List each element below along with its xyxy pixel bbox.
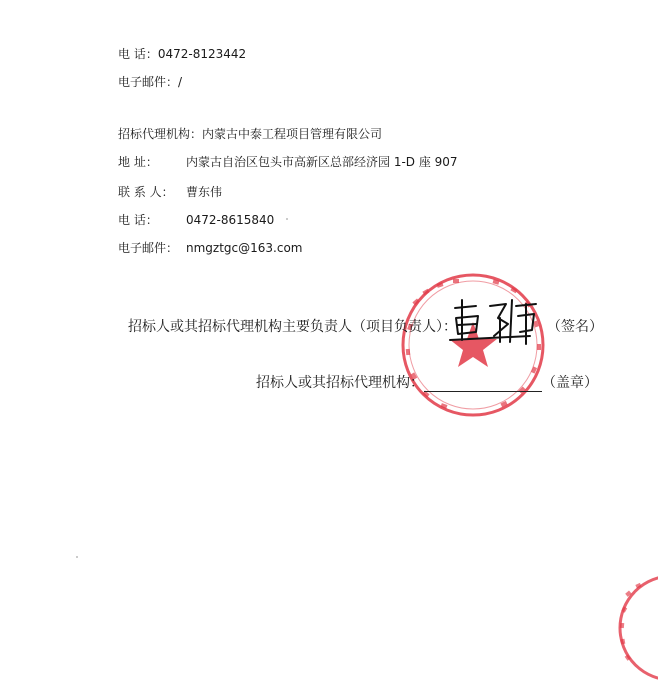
email-label: 电子邮件： — [118, 75, 179, 89]
phone-value: 0472-8123442 — [157, 47, 247, 61]
agency-name-label: 招标代理机构： — [118, 127, 203, 141]
agency-email-label: 电子邮件： — [118, 241, 179, 255]
sign-prefix: 招标人或其招标代理机构主要负责人（项目负责人）： — [128, 319, 457, 335]
official-seal-icon — [393, 270, 553, 420]
contact-person-line — [118, 184, 222, 200]
agency-phone-label: 电 话： — [118, 213, 158, 227]
email-value: / — [178, 75, 183, 89]
address-label: 地 址： — [118, 155, 158, 169]
agency-name-line — [118, 126, 382, 142]
agency-email-value: nmgztgc@163.com — [186, 241, 303, 255]
agency-phone-value: 0472-8615840 — [186, 213, 275, 227]
phone-label: 电 话： — [118, 47, 158, 61]
address-line — [118, 154, 458, 170]
agency-name-value: 内蒙古中泰工程项目管理有限公司 — [202, 127, 383, 141]
seal-prefix: 招标人或其招标代理机构： — [256, 375, 424, 391]
seal-underline — [424, 377, 542, 392]
email-line-top — [118, 74, 182, 90]
seal-suffix: （盖章） — [542, 375, 598, 391]
seal-line — [256, 374, 598, 392]
agency-phone-line — [118, 212, 274, 228]
address-value: 内蒙古自治区包头市高新区总部经济园 1-D 座 907 — [186, 155, 458, 169]
contact-person-label: 联 系 人： — [118, 185, 174, 199]
contact-person-value: 曹东伟 — [186, 185, 223, 199]
scan-speck — [76, 556, 78, 558]
scan-speck — [286, 218, 288, 220]
responsible-person-line — [128, 318, 603, 336]
agency-email-line — [118, 240, 302, 256]
phone-line-top — [118, 46, 246, 62]
partial-seal-icon — [610, 570, 658, 680]
sign-suffix: （签名） — [547, 319, 603, 335]
